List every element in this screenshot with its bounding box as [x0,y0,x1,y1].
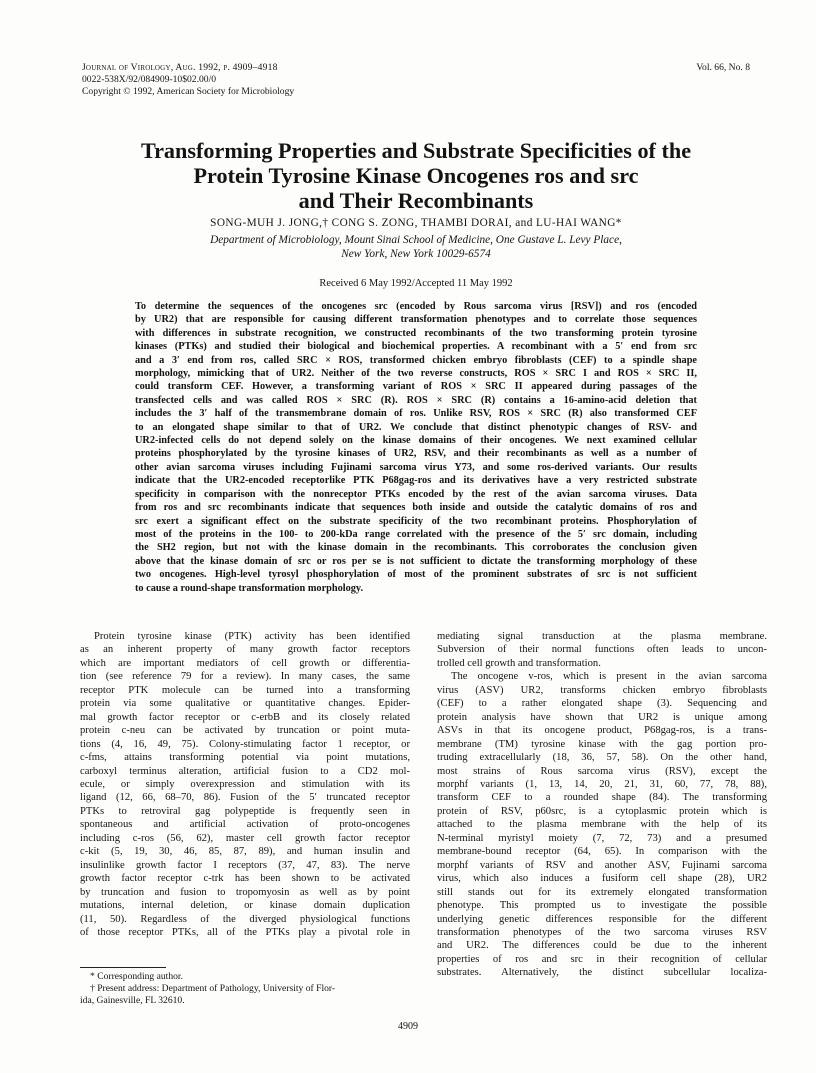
abstract-line: above that the kinase domain of src or ros per se is not sufficient to dictate the transforming morphology of these [135,555,697,567]
body-text-line: virus (ASV) UR2, transforms chicken embryo fibroblasts [437,684,767,696]
body-text-line: and UR2. The differences could be due to the inherent [437,940,767,952]
body-text-line: growth factor receptor c-trk has been shown to be activated [80,873,410,885]
abstract-line: by UR2) that are responsible for causing different transformation phenotypes and to correlate those sequences [135,314,697,326]
body-text-line: phenotype. This prompted us to investigate the possible [437,900,767,912]
body-text-line: ligand (12, 66, 68–70, 86). Fusion of the 5′ truncated receptor [80,792,410,804]
body-text-line: Subversion of their normal functions often leads to uncon- [437,644,767,656]
body-column-right [437,630,767,980]
abstract-line: most of the proteins in the 100- to 200-kDa range correlated with the presence of the 5′ src domain, including [135,528,697,540]
copyright-line: Copyright © 1992, American Society for Microbiology [82,86,295,97]
body-text-line: morphf variants of RSV and another ASV, Fujinami sarcoma [437,859,767,871]
body-text-line: mediating signal transduction at the plasma membrane. [437,631,767,642]
body-text-line: by truncation and fusion to tropomyosin as well as by point [80,886,410,898]
body-text-line: as an inherent property of many growth factor receptors [80,644,410,656]
abstract-line: two oncogenes. High-level tyrosyl phosphorylation of most of the prominent substrates of src is not sufficient [135,569,697,581]
article-code: 0022-538X/92/084909-10$02.00/0 [82,74,217,85]
title-line: Protein Tyrosine Kinase Oncogenes ros and src [193,163,639,188]
body-text-line: transformation phenotypes of the two sarcoma viruses RSV [437,926,767,938]
body-text-line: of those receptor PTKs, all of the PTKs play a pivotal role in [80,926,410,938]
footnote: ida, Gainesville, FL 32610. [80,995,185,1006]
title-line: and Their Recombinants [298,188,534,213]
body-text-line: mutations, internal deletion, or kinase domain duplication [80,900,410,912]
body-text-line: morphf variants (1, 13, 14, 20, 21, 31, 60, 77, 78, 88), [437,778,767,790]
body-column-left [80,630,410,939]
body-text-line: properties of ros and src in their recognition of cellular [437,953,767,965]
author-list: SONG-MUH J. JONG,† CONG S. ZONG, THAMBI DORAI, and LU-HAI WANG* [210,217,622,229]
body-text-line: ecule, or simply overexpression and stimulation with its [80,778,410,790]
body-text-line: protein c-neu can be activated by truncation or point muta- [80,725,410,737]
body-text-line: N-terminal myristyl moiety (7, 72, 73) and a presumed [437,832,767,844]
abstract-line: UR2-infected cells do not depend solely on the kinase domains of their oncogenes. We next examined cellular [135,435,697,447]
body-text-line: substrates. Alternatively, the distinct subcellular localiza- [437,967,767,979]
body-text-line: protein via some qualitative or quantitative changes. Epider- [80,698,410,710]
abstract-line: specificity in comparison with the nonreceptor PTKs encoded by the rest of the avian sarcoma viruses. Data [135,488,697,500]
abstract-line: includes the 3′ half of the transmembrane domain of ros. Unlike RSV, ROS × SRC (R) also transformed CEF [135,408,697,420]
body-text-line: PTKs to retroviral gag polypeptide is frequently seen in [80,805,410,817]
article-title [82,138,750,213]
body-text-line: The oncogene v-ros, which is present in the avian sarcoma [451,671,767,683]
body-text-line: trolled cell growth and transformation. [437,657,601,669]
body-text-line: including c-ros (56, 62), master cell growth factor receptor [80,832,410,844]
body-text-line: protein analysis have shown that UR2 is unique among [437,711,767,723]
footnote-divider [80,967,166,968]
body-text-line: spontaneous and artificial activation of proto-oncogenes [80,819,410,831]
body-text-line: attached to the plasma membrane with the help of its [437,819,767,831]
body-text-line: c-fms, attains transforming potential via point mutations, [80,752,410,764]
body-text-line: tions (4, 16, 49, 75). Colony-stimulating factor 1 receptor, or [80,738,410,750]
body-text-line: c-kit (5, 19, 30, 46, 85, 87, 89), and human insulin and [80,846,410,858]
body-text-line: virus, which also induces a fusiform cell shape (28), UR2 [437,873,767,885]
body-text-line: membrane (TM) tyrosine kinase with the gag portion pro- [437,738,767,750]
received-dates: Received 6 May 1992/Accepted 11 May 1992 [319,278,513,289]
body-text-line: tion (see reference 79 for a review). In many cases, the same [80,671,410,683]
body-text-line: (11, 50). Regardless of the diverged physiological functions [80,913,410,925]
abstract-line: with differences in substrate recognition, we constructed recombinants of the two transforming protein tyrosine [135,327,697,339]
body-text-line: still stands out for its extremely elongated transformation [437,886,767,898]
affiliation [82,233,750,261]
page-number: 4909 [398,1021,418,1032]
body-text-line: underlying genetic differences responsible for the different [437,913,767,925]
body-text-line: ASVs in that its oncogene product, P68gag-ros, is a trans- [437,725,767,737]
abstract-line: transfected cells and was called ROS × SRC (R). ROS × SRC (R) contains a 16-amino-acid deletion that [135,394,697,406]
abstract-line: other avian sarcoma viruses including Fujinami sarcoma virus Y73, and some ros-derived variants. Our results [135,461,697,473]
body-text-line: transform CEF to a rounded shape (84). The transforming [437,792,767,804]
body-text-line: carboxyl terminus alteration, artificial fusion to a CD2 mol- [80,765,410,777]
abstract-line: and a 3′ end from ros, called SRC × ROS, transformed chicken embryo fibroblasts (CEF) to a spindle shape [135,354,697,366]
abstract-line: kinases (PTKs) and studied their biological and biochemical properties. A recombinant with a 5′ end from src [135,341,697,353]
body-text-line: insulinlike growth factor I receptors (37, 47, 83). The nerve [80,859,410,871]
body-text-line: Protein tyrosine kinase (PTK) activity has been identified [94,631,410,642]
journal-citation: Journal of Virology, Aug. 1992, p. 4909–4918 [82,62,278,73]
abstract [135,300,697,595]
footnote: * Corresponding author. [90,971,183,982]
volume-issue: Vol. 66, No. 8 [696,62,750,73]
body-text-line: most strains of Rous sarcoma virus (RSV), except the [437,765,767,777]
abstract-line: proteins phosphorylated by the tyrosine kinases of UR2, RSV, and their recombinants as well as a number of [135,448,697,460]
body-text-line: membrane-bound receptor (64, 65). In comparison with the [437,846,767,858]
footnotes [80,971,410,1007]
body-text-line: protein of RSV, p60src, is a cytoplasmic protein which is [437,805,767,817]
abstract-line: could transform CEF. However, a transforming variant of ROS × SRC II appeared during passages of the [135,381,697,393]
affiliation-line: Department of Microbiology, Mount Sinai School of Medicine, One Gustave L. Levy Place, [210,234,622,246]
title-line: Transforming Properties and Substrate Specificities of the [140,138,692,163]
affiliation-line: New York, New York 10029-6574 [341,248,491,260]
abstract-line: src exert a significant effect on the substrate specificity of the two recombinant proteins. Phosphorylation of [135,515,697,527]
abstract-line: indicate that the UR2-encoded receptorlike PTK P68gag-ros and its derivatives have a very restricted substrate [135,475,697,487]
footnote: † Present address: Department of Pathology, University of Flor- [90,983,336,994]
abstract-line: To determine the sequences of the oncogenes src (encoded by Rous sarcoma virus [RSV]) and ros (encoded [135,301,697,312]
running-header [82,62,750,98]
body-text-line: receptor PTK molecule can be turned into a transforming [80,684,410,696]
body-text-line: (CEF) to a rather elongated shape (3). Sequencing and [437,698,767,710]
body-text-line: mal growth factor receptor or c-erbB and its closely related [80,711,410,723]
abstract-line: from ros and src recombinants indicate that sequences both inside and outside the catalytic domains of ros and [135,502,697,514]
body-text-line: which are important mediators of cell growth or differentia- [80,657,410,669]
body-text-line: truding extracellularly (18, 36, 57, 58). On the other hand, [437,752,767,764]
abstract-line: the SH2 region, but not with the kinase domain in the recombinants. This corroborates the conclusion given [135,542,697,554]
abstract-line: to an elongated shape similar to that of UR2. We conclude that distinct phenotypic changes of RSV- and [135,421,697,433]
abstract-line: to cause a round-shape transformation morphology. [135,582,364,594]
abstract-line: morphology, mimicking that of UR2. Neither of the two reverse constructs, ROS × SRC I and ROS × SRC II, [135,368,697,380]
